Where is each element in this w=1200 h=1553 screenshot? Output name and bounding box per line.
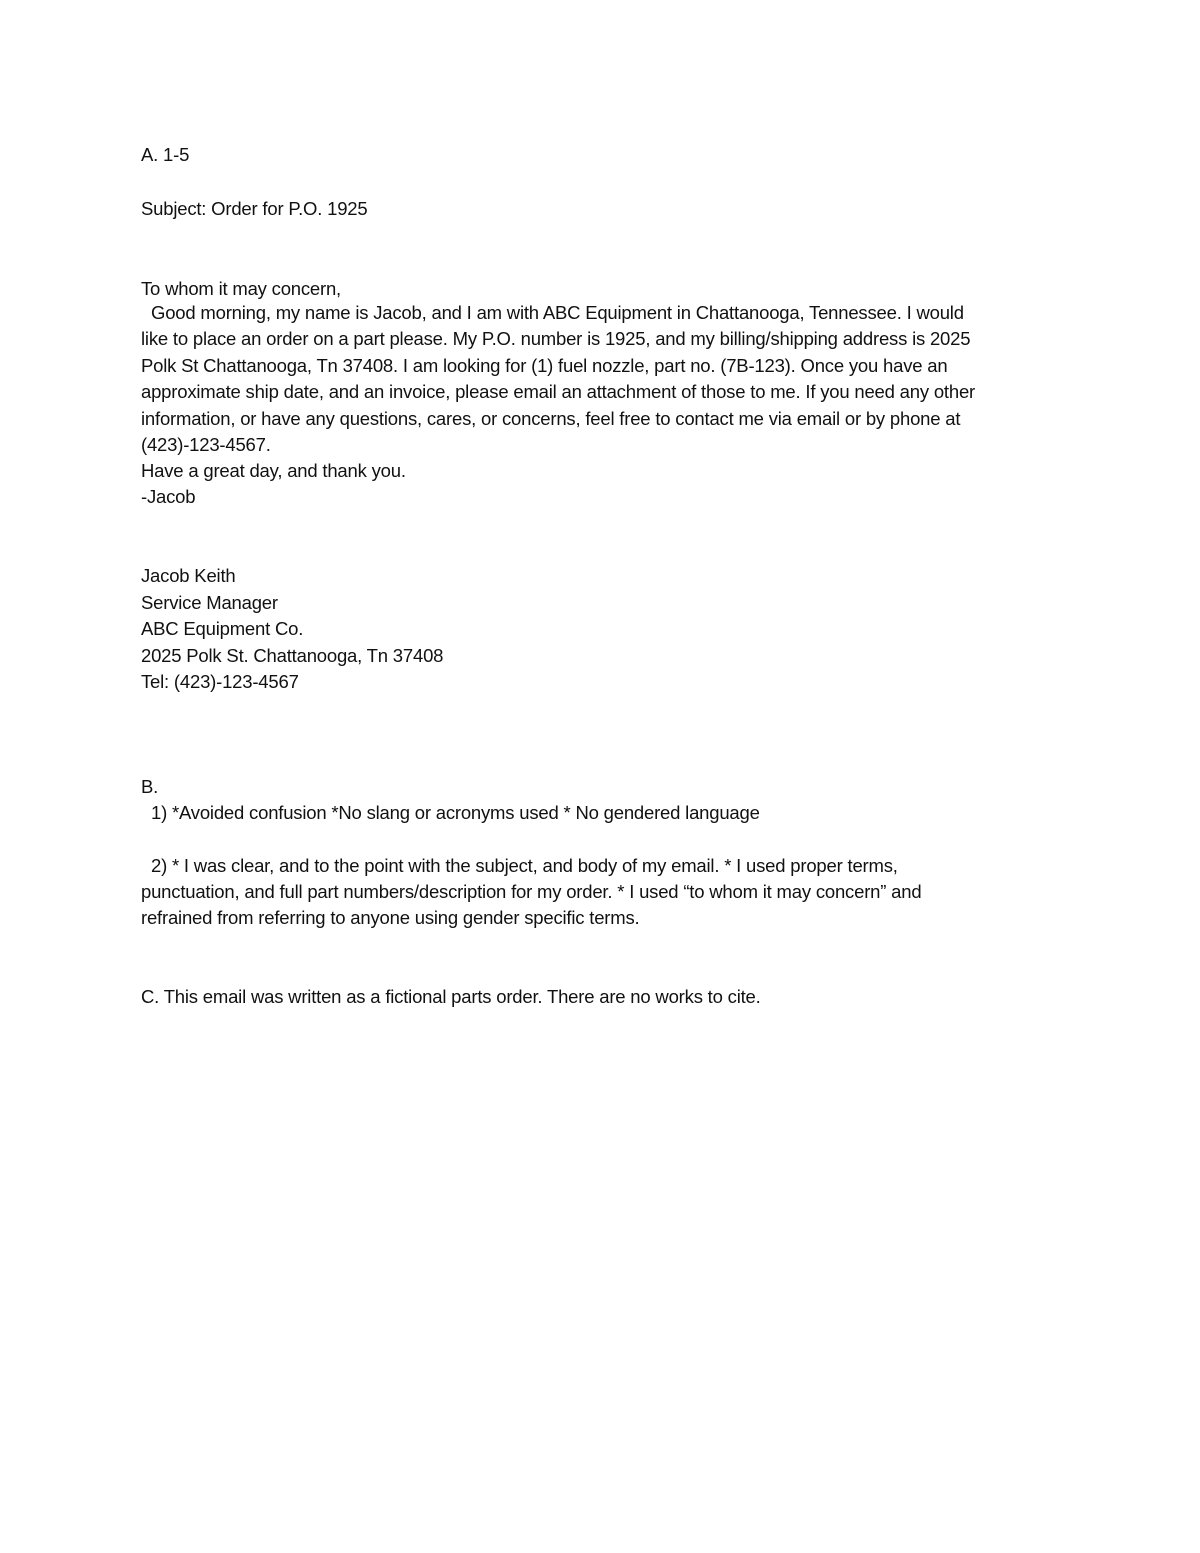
- email-closing: Have a great day, and thank you.: [141, 460, 406, 481]
- signature-name: Jacob Keith: [141, 565, 236, 586]
- email-body-line: approximate ship date, and an invoice, please email an attachment of those to me. If you need any other: [141, 381, 976, 402]
- email-sign-off: -Jacob: [141, 486, 196, 507]
- section-b-heading: B.: [141, 776, 159, 797]
- email-body-line: Polk St Chattanooga, Tn 37408. I am looking for (1) fuel nozzle, part no. (7B-123). Once you have an: [141, 355, 948, 376]
- signature-title: Service Manager: [141, 592, 278, 613]
- section-b-item-2-line: punctuation, and full part numbers/description for my order. * I used “to whom it may concern” and: [141, 881, 922, 902]
- email-body-line: Good morning, my name is Jacob, and I am with ABC Equipment in Chattanooga, Tennessee. I would: [151, 302, 964, 323]
- email-subject: Subject: Order for P.O. 1925: [141, 198, 368, 219]
- signature-address: 2025 Polk St. Chattanooga, Tn 37408: [141, 645, 444, 666]
- section-c-text: C. This email was written as a fictional parts order. There are no works to cite.: [141, 986, 761, 1007]
- section-b-item-2-line: refrained from referring to anyone using gender specific terms.: [141, 907, 640, 928]
- section-b-item-2-line: 2) * I was clear, and to the point with the subject, and body of my email. * I used proper terms,: [151, 855, 898, 876]
- signature-company: ABC Equipment Co.: [141, 618, 304, 639]
- signature-phone: Tel: (423)-123-4567: [141, 671, 299, 692]
- email-body-line: (423)-123-4567.: [141, 434, 271, 455]
- email-body-line: like to place an order on a part please. My P.O. number is 1925, and my billing/shipping address is 2025: [141, 328, 971, 349]
- section-b-item-1: 1) *Avoided confusion *No slang or acronyms used * No gendered language: [151, 802, 760, 823]
- email-greeting: To whom it may concern,: [141, 278, 342, 299]
- email-body-line: information, or have any questions, cares, or concerns, feel free to contact me via email or by phone at: [141, 408, 961, 429]
- section-a-heading: A. 1-5: [141, 144, 190, 165]
